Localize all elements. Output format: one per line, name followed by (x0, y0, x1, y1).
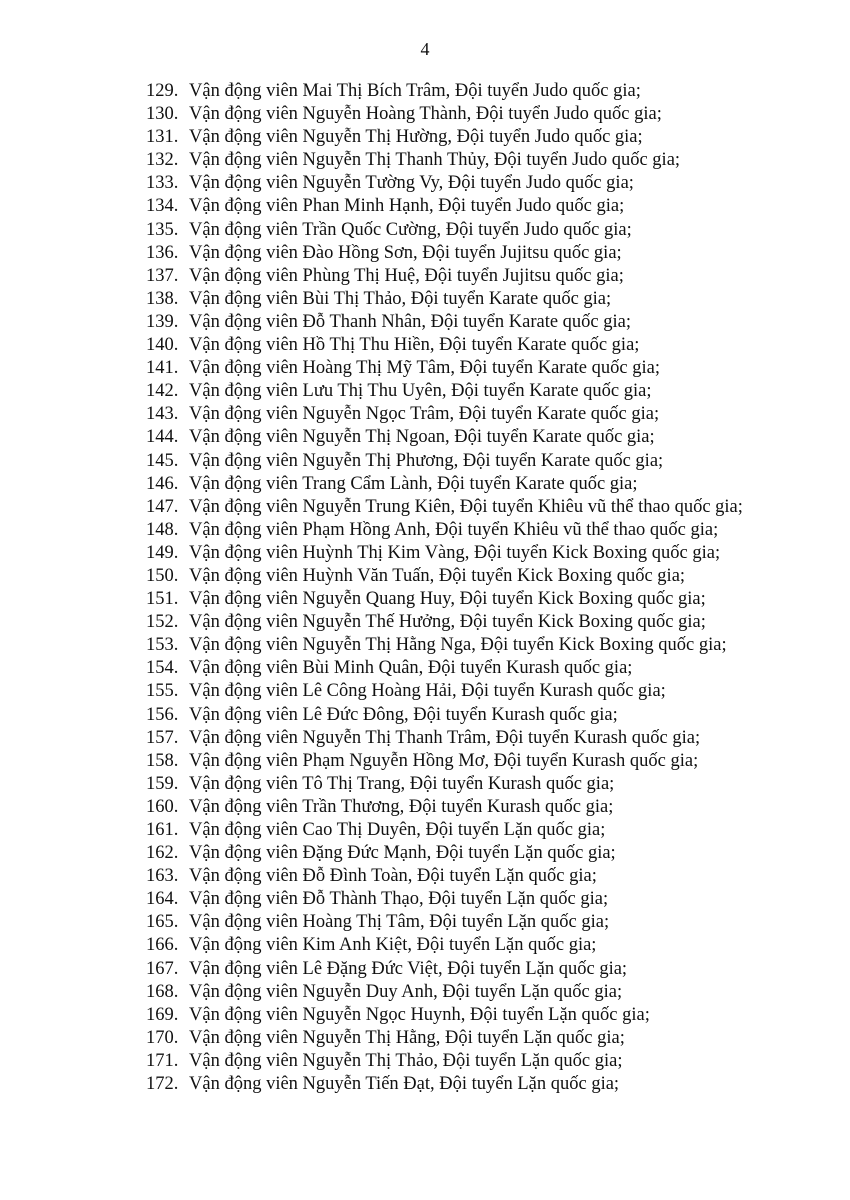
entry-text: Vận động viên Nguyễn Thị Thảo, Đội tuyển Lặn quốc gia; (189, 1050, 623, 1071)
entry-text: Vận động viên Mai Thị Bích Trâm, Đội tuyển Judo quốc gia; (189, 81, 641, 101)
entry-number: 144. (146, 427, 179, 448)
list-item (146, 588, 826, 611)
entry-text: Vận động viên Đặng Đức Mạnh, Đội tuyển Lặn quốc gia; (189, 843, 616, 864)
entry-number: 132. (146, 150, 179, 171)
entry-text: Vận động viên Đỗ Đình Toàn, Đội tuyển Lặn quốc gia; (189, 866, 597, 887)
list-item (146, 311, 826, 334)
entry-text: Vận động viên Nguyễn Ngọc Huynh, Đội tuyển Lặn quốc gia; (189, 1004, 650, 1025)
entry-text: Vận động viên Huỳnh Văn Tuấn, Đội tuyển Kick Boxing quốc gia; (189, 565, 686, 586)
list-item (146, 1073, 826, 1096)
list-item (146, 426, 826, 449)
entry-number: 169. (146, 1004, 179, 1025)
entry-text: Vận động viên Nguyễn Thị Hằng Nga, Đội tuyển Kick Boxing quốc gia; (189, 635, 727, 656)
entry-text: Vận động viên Hồ Thị Thu Hiền, Đội tuyển Karate quốc gia; (189, 335, 640, 356)
list-item (146, 403, 826, 426)
entry-text: Vận động viên Nguyễn Thị Hường, Đội tuyển Judo quốc gia; (189, 127, 643, 148)
entry-text: Vận động viên Phan Minh Hạnh, Đội tuyển Judo quốc gia; (189, 196, 625, 217)
entry-text: Vận động viên Nguyễn Duy Anh, Đội tuyển Lặn quốc gia; (189, 981, 623, 1002)
entry-number: 143. (146, 404, 179, 425)
entry-number: 156. (146, 704, 179, 725)
entry-text: Vận động viên Nguyễn Thị Ngoan, Đội tuyển Karate quốc gia; (189, 427, 655, 448)
list-item (146, 195, 826, 218)
entry-text: Vận động viên Bùi Minh Quân, Đội tuyển Kurash quốc gia; (189, 658, 633, 679)
list-item (146, 357, 826, 380)
list-item (146, 242, 826, 265)
list-item (146, 611, 826, 634)
list-item (146, 750, 826, 773)
list-item (146, 149, 826, 172)
entry-number: 148. (146, 519, 179, 540)
list-item (146, 334, 826, 357)
list-item (146, 680, 826, 703)
entry-text: Vận động viên Trần Quốc Cường, Đội tuyển Judo quốc gia; (189, 219, 632, 240)
entry-text: Vận động viên Phạm Hồng Anh, Đội tuyển Khiêu vũ thể thao quốc gia; (189, 519, 719, 540)
entry-number: 129. (146, 81, 179, 101)
list-item (146, 103, 826, 126)
athlete-list (146, 80, 826, 1096)
entry-number: 133. (146, 173, 179, 194)
list-item (146, 519, 826, 542)
list-item (146, 172, 826, 195)
entry-text: Vận động viên Phùng Thị Huệ, Đội tuyển Jujitsu quốc gia; (189, 265, 624, 286)
entry-text: Vận động viên Nguyễn Trung Kiên, Đội tuyển Khiêu vũ thể thao quốc gia; (189, 496, 743, 517)
entry-text: Vận động viên Nguyễn Quang Huy, Đội tuyển Kick Boxing quốc gia; (189, 589, 706, 610)
entry-number: 164. (146, 889, 179, 910)
entry-number: 165. (146, 912, 179, 933)
entry-number: 152. (146, 612, 179, 633)
entry-text: Vận động viên Lê Đặng Đức Việt, Đội tuyển Lặn quốc gia; (189, 958, 628, 979)
entry-number: 167. (146, 958, 179, 979)
entry-number: 166. (146, 935, 179, 956)
entry-number: 172. (146, 1074, 179, 1095)
entry-number: 168. (146, 981, 179, 1002)
entry-text: Vận động viên Bùi Thị Thảo, Đội tuyển Karate quốc gia; (189, 288, 612, 309)
entry-text: Vận động viên Nguyễn Thế Hưởng, Đội tuyển Kick Boxing quốc gia; (189, 612, 706, 633)
list-item (146, 496, 826, 519)
entry-number: 131. (146, 127, 179, 148)
entry-text: Vận động viên Lưu Thị Thu Uyên, Đội tuyển Karate quốc gia; (189, 381, 652, 402)
list-item (146, 473, 826, 496)
list-item (146, 565, 826, 588)
list-item (146, 1050, 826, 1073)
entry-number: 160. (146, 796, 179, 817)
list-item (146, 265, 826, 288)
entry-text: Vận động viên Hoàng Thị Mỹ Tâm, Đội tuyển Karate quốc gia; (189, 358, 660, 379)
list-item (146, 657, 826, 680)
entry-text: Vận động viên Nguyễn Thị Phương, Đội tuyển Karate quốc gia; (189, 450, 664, 471)
entry-number: 145. (146, 450, 179, 471)
entry-text: Vận động viên Nguyễn Thị Thanh Trâm, Đội tuyển Kurash quốc gia; (189, 727, 701, 748)
list-item (146, 888, 826, 911)
entry-text: Vận động viên Hoàng Thị Tâm, Đội tuyển Lặn quốc gia; (189, 912, 610, 933)
entry-number: 158. (146, 750, 179, 771)
entry-number: 136. (146, 242, 179, 263)
entry-number: 134. (146, 196, 179, 217)
entry-number: 171. (146, 1050, 179, 1071)
list-item (146, 865, 826, 888)
entry-text: Vận động viên Lê Công Hoàng Hải, Đội tuyển Kurash quốc gia; (189, 681, 666, 702)
entry-number: 157. (146, 727, 179, 748)
entry-number: 149. (146, 542, 179, 563)
entry-number: 147. (146, 496, 179, 517)
entry-text: Vận động viên Trang Cẩm Lành, Đội tuyển Karate quốc gia; (189, 473, 638, 494)
entry-text: Vận động viên Tô Thị Trang, Đội tuyển Kurash quốc gia; (189, 773, 615, 794)
list-item (146, 450, 826, 473)
list-item (146, 773, 826, 796)
list-item (146, 1004, 826, 1027)
entry-text: Vận động viên Nguyễn Thị Thanh Thủy, Đội tuyển Judo quốc gia; (189, 150, 681, 171)
page-number: 4 (420, 39, 430, 59)
entry-number: 137. (146, 265, 179, 286)
list-item (146, 542, 826, 565)
list-item (146, 634, 826, 657)
entry-text: Vận động viên Phạm Nguyễn Hồng Mơ, Đội tuyển Kurash quốc gia; (189, 750, 699, 771)
entry-number: 150. (146, 565, 179, 586)
entry-text: Vận động viên Đào Hồng Sơn, Đội tuyển Jujitsu quốc gia; (189, 242, 622, 263)
entry-text: Vận động viên Nguyễn Ngọc Trâm, Đội tuyển Karate quốc gia; (189, 404, 660, 425)
entry-number: 159. (146, 773, 179, 794)
entry-number: 151. (146, 589, 179, 610)
entry-number: 170. (146, 1027, 179, 1048)
list-item (146, 842, 826, 865)
list-item (146, 819, 826, 842)
entry-text: Vận động viên Nguyễn Tiến Đạt, Đội tuyển Lặn quốc gia; (189, 1074, 620, 1095)
entry-number: 155. (146, 681, 179, 702)
entry-text: Vận động viên Huỳnh Thị Kim Vàng, Đội tuyển Kick Boxing quốc gia; (189, 542, 721, 563)
list-item (146, 981, 826, 1004)
entry-number: 153. (146, 635, 179, 656)
entry-text: Vận động viên Nguyễn Tường Vy, Đội tuyển Judo quốc gia; (189, 173, 634, 194)
entry-text: Vận động viên Kim Anh Kiệt, Đội tuyển Lặn quốc gia; (189, 935, 597, 956)
entry-number: 142. (146, 381, 179, 402)
list-item (146, 1027, 826, 1050)
entry-text: Vận động viên Đỗ Thành Thạo, Đội tuyển Lặn quốc gia; (189, 889, 609, 910)
list-item (146, 727, 826, 750)
entry-number: 161. (146, 820, 179, 840)
list-item (146, 80, 826, 103)
entry-number: 141. (146, 358, 179, 379)
entry-text: Vận động viên Lê Đức Đông, Đội tuyển Kurash quốc gia; (189, 704, 618, 725)
list-item (146, 219, 826, 242)
list-item (146, 380, 826, 403)
entry-number: 163. (146, 866, 179, 887)
entry-number: 138. (146, 288, 179, 309)
list-item (146, 958, 826, 981)
list-item (146, 911, 826, 934)
entry-text: Vận động viên Nguyễn Hoàng Thành, Đội tuyển Judo quốc gia; (189, 104, 662, 125)
entry-number: 135. (146, 219, 179, 240)
list-item (146, 288, 826, 311)
entry-number: 154. (146, 658, 179, 679)
entry-number: 130. (146, 104, 179, 125)
entry-text: Vận động viên Trần Thương, Đội tuyển Kurash quốc gia; (189, 796, 614, 817)
list-item (146, 704, 826, 727)
entry-number: 139. (146, 311, 179, 332)
entry-text: Vận động viên Đỗ Thanh Nhân, Đội tuyển Karate quốc gia; (189, 311, 632, 332)
list-item (146, 126, 826, 149)
entry-number: 146. (146, 473, 179, 494)
list-item (146, 796, 826, 819)
entry-text: Vận động viên Cao Thị Duyên, Đội tuyển Lặn quốc gia; (189, 820, 606, 840)
entry-number: 140. (146, 335, 179, 356)
entry-text: Vận động viên Nguyễn Thị Hằng, Đội tuyển Lặn quốc gia; (189, 1027, 625, 1048)
list-item (146, 934, 826, 957)
entry-number: 162. (146, 843, 179, 864)
